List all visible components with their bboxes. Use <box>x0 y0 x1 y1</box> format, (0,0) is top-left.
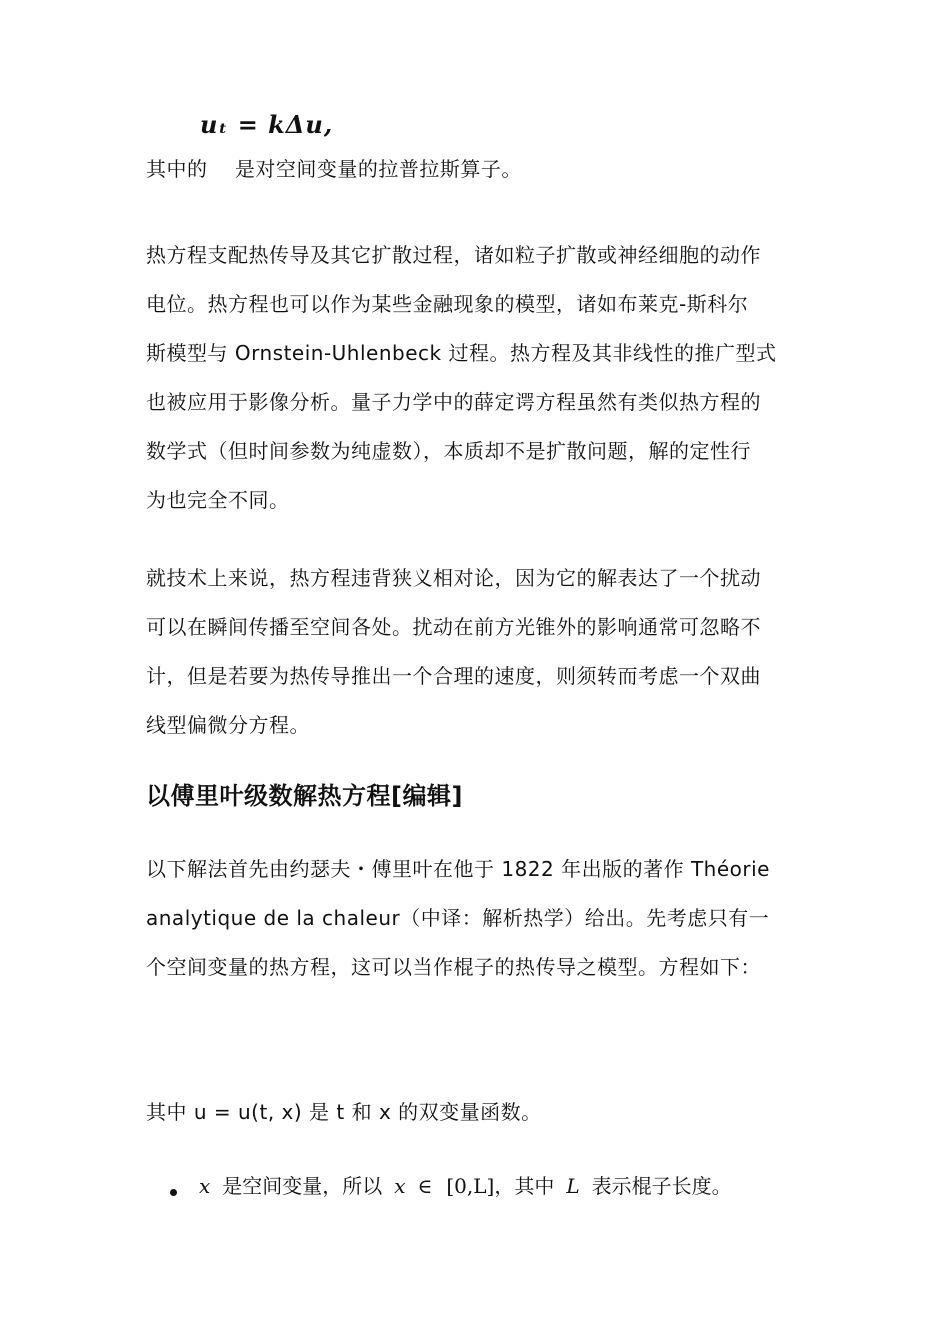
text-line: 数学式（但时间参数为纯虚数），本质却不是扩散问题，解的定性行 <box>146 439 751 463</box>
fourier-intro-paragraph <box>146 845 814 992</box>
text-line: 也被应用于影像分析。量子力学中的薛定谔方程虽然有类似热方程的 <box>146 390 761 414</box>
list-item <box>170 1168 732 1204</box>
text-line: 电位。热方程也可以作为某些金融现象的模型，诸如布莱克-斯科尔 <box>146 292 749 316</box>
text-line: 为也完全不同。 <box>146 488 290 512</box>
heat-equation-applications-paragraph <box>146 231 814 525</box>
text-line: 以下解法首先由约瑟夫・傅里叶在他于 1822 年出版的著作 Théorie <box>146 857 770 881</box>
section-heading-fourier: 以傅里叶级数解热方程[编辑] <box>146 782 463 810</box>
variable-L: L <box>566 1174 580 1198</box>
text-line: 其中 u = u(t, x) 是 t 和 x 的双变量函数。 <box>146 1100 542 1124</box>
variable-x: x <box>394 1174 406 1198</box>
text-line: 计，但是若要为热传导推出一个合理的速度，则须转而考虑一个双曲 <box>146 664 761 688</box>
text-line: 就技术上来说，热方程违背狭义相对论，因为它的解表达了一个扰动 <box>146 566 761 590</box>
bullet-text-part: 是空间变量，所以 <box>222 1174 383 1198</box>
text-line: 斯模型与 Ornstein-Uhlenbeck 过程。热方程及其非线性的推广型式 <box>146 341 777 365</box>
bivariate-function-paragraph <box>146 1088 814 1137</box>
text-line: 线型偏微分方程。 <box>146 713 310 737</box>
laplacian-note-paragraph <box>146 145 814 194</box>
text-line: 可以在瞬间传播至空间各处。扰动在前方光锥外的影响通常可忽略不 <box>146 615 761 639</box>
bullet-icon <box>170 1189 177 1196</box>
text-line: 其中的 是对空间变量的拉普拉斯算子。 <box>146 157 522 181</box>
variable-x: x <box>199 1174 211 1198</box>
bullet-text-part: ，其中 <box>494 1174 555 1198</box>
interval: [0,L] <box>446 1174 495 1198</box>
relativity-paragraph <box>146 554 814 750</box>
text-line: 个空间变量的热方程，这可以当作棍子的热传导之模型。方程如下： <box>146 955 761 979</box>
element-of-symbol: ∈ <box>417 1174 433 1198</box>
text-line: analytique de la chaleur（中译：解析热学）给出。先考虑只有一 <box>146 906 770 930</box>
text-line: 热方程支配热传导及其它扩散过程，诸如粒子扩散或神经细胞的动作 <box>146 243 761 267</box>
bullet-text-part: 表示棍子长度。 <box>591 1174 732 1198</box>
heat-equation-formula: uₜ = kΔu, <box>200 110 334 139</box>
